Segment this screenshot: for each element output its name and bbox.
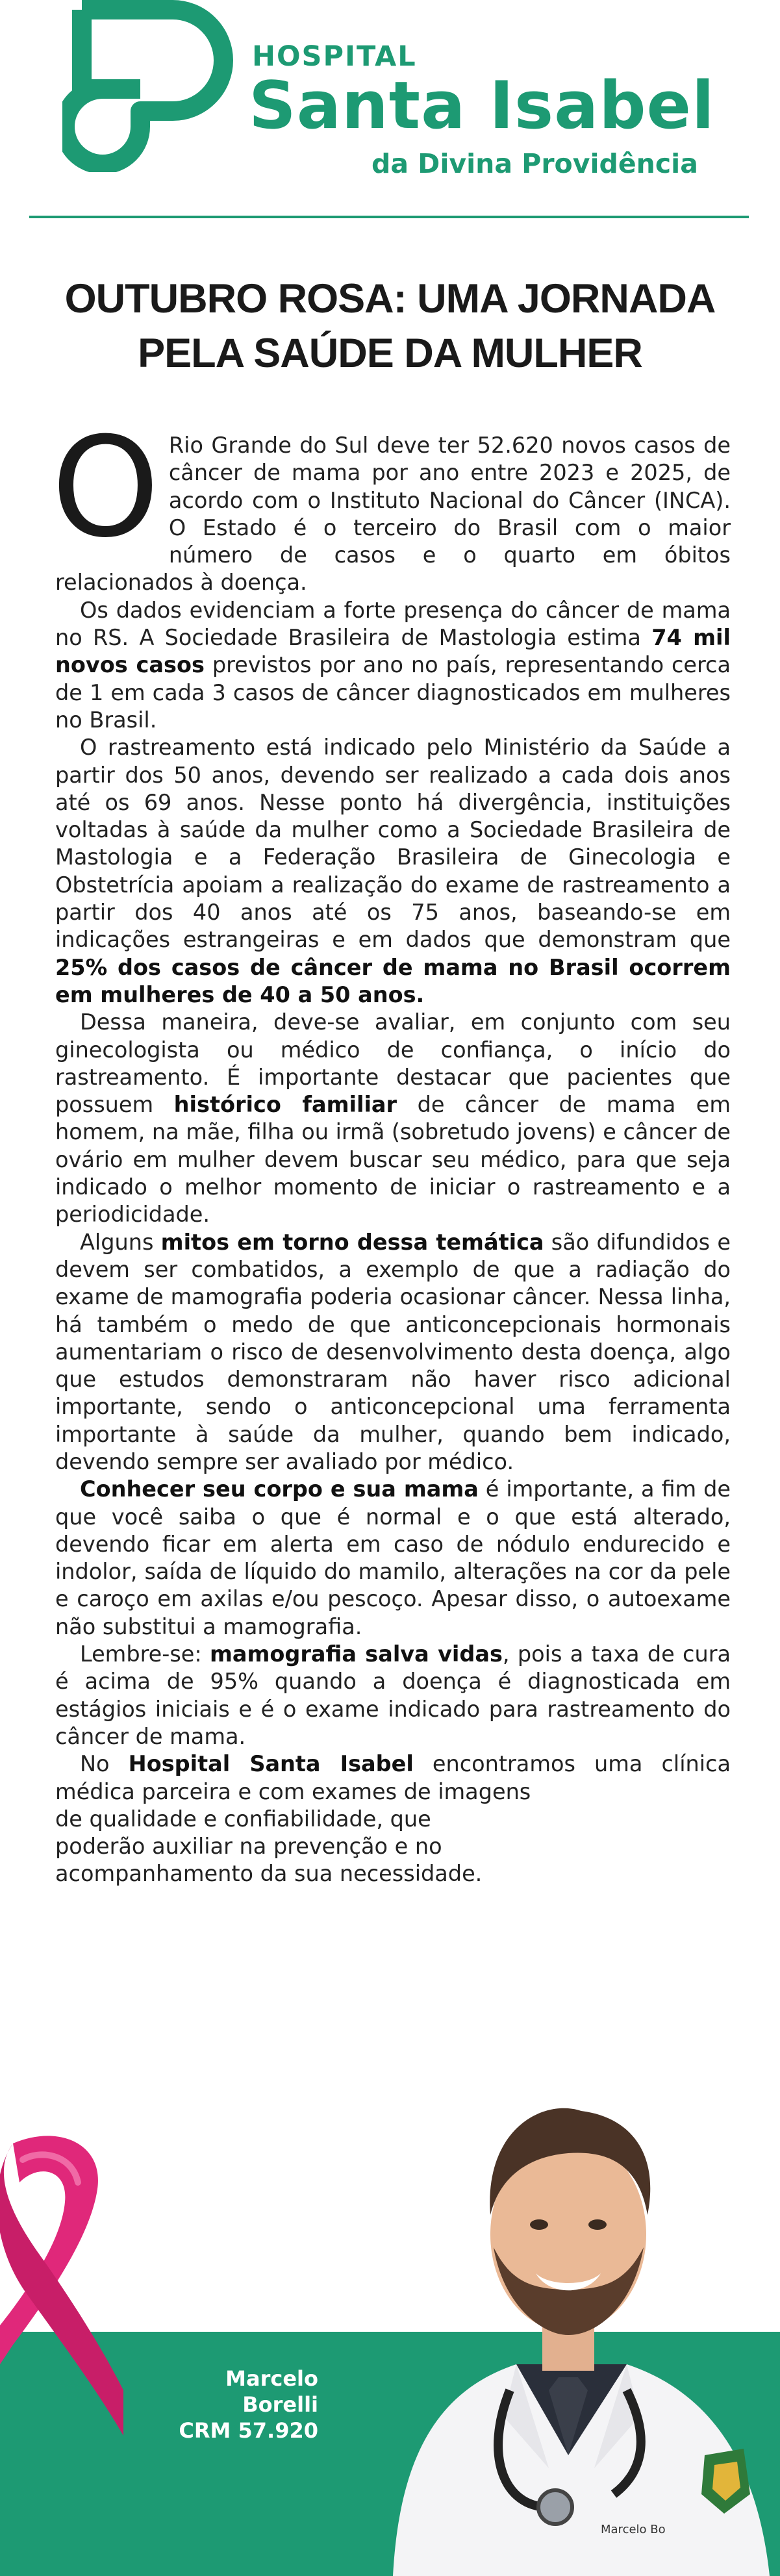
title-line-1: OUTUBRO ROSA: UMA JORNADA xyxy=(64,276,716,322)
paragraph-1 xyxy=(51,407,731,597)
paragraph-7 xyxy=(55,1641,731,1750)
hospital-logo-icon xyxy=(62,0,238,172)
p2-a: Os dados evidenciam a forte presença do câncer de mama no RS. A Sociedade Brasileira de Mastologia estima xyxy=(55,597,731,651)
brand-hospital-label: HOSPITAL xyxy=(252,40,417,73)
p2-highlight: 74 mil novos casos xyxy=(55,625,731,678)
header-divider xyxy=(29,216,749,218)
article-body xyxy=(51,407,731,1888)
p5-highlight: mitos em torno dessa temática xyxy=(160,1229,544,1255)
paragraph-2 xyxy=(55,597,731,734)
article-title xyxy=(0,271,780,381)
paragraph-8-continued: de qualidade e confiabilidade, que poderão auxiliar na prevenção e no acompanhamento da sua necessidade. xyxy=(55,1806,483,1887)
p8-a: No xyxy=(80,1751,129,1777)
p6-highlight: Conhecer seu corpo e sua mama xyxy=(80,1476,479,1502)
paragraph-4 xyxy=(55,1009,731,1228)
p4-c: de câncer de mama em homem, na mãe, filha ou irmã (sobretudo jovens) e câncer de ovário em mulher devem buscar seu médico, para que seja indicado o melhor momento de iniciar o rastreamento e a periodicidade. xyxy=(55,1092,731,1228)
p6-b: é importante, a fim de que você saiba o que é normal e o que está alterado, devendo ficar em alerta em caso de nódulo endurecido e indolor, saída de líquido do mamilo, alterações na cor da pele e caroço em axilas e/ou pescoço. Apesar disso, o autoexame não substitui a mamografia. xyxy=(55,1476,731,1639)
doctor-first-name: Marcelo xyxy=(225,2366,318,2391)
doctor-last-name: Borelli xyxy=(242,2392,318,2417)
p3-highlight: 25% dos casos de câncer de mama no Brasil ocorrem em mulheres de 40 a 50 anos. xyxy=(55,954,731,1007)
paragraph-3 xyxy=(55,734,731,1009)
title-line-2: PELA SAÚDE DA MULHER xyxy=(138,331,642,376)
drop-cap: O xyxy=(51,407,160,568)
p8-c: encontramos uma clínica médica parceira e com exames de imagens xyxy=(55,1751,731,1804)
doctor-crm: CRM 57.920 xyxy=(179,2418,318,2443)
paragraph-6 xyxy=(55,1476,731,1641)
paragraph-8 xyxy=(55,1750,731,1806)
doctor-caption xyxy=(169,2366,318,2443)
p4-a: Dessa maneira, deve-se avaliar, em conjunto com seu ginecologista ou médico de confiança, o início do rastreamento. É importante destacar que pacientes que possuem xyxy=(55,1009,731,1118)
p8-highlight: Hospital Santa Isabel xyxy=(128,1751,414,1777)
p3-a: O rastreamento está indicado pelo Ministério da Saúde a partir dos 50 anos, devendo ser realizado a cada dois anos até os 69 anos. Nesse ponto há divergência, instituições voltadas à saúde da mulher como a Sociedade Brasileira de Mastologia e a Federação Brasileira de Ginecologia e Obstetrícia apoiam a realização do exame de rastreamento a partir dos 40 anos até os 75 anos, baseando-se em indicações estrangeiras e em dados que demonstram que xyxy=(55,735,731,953)
p7-a: Lembre-se: xyxy=(80,1641,210,1667)
p5-c: são difundidos e devem ser combatidos, a exemplo de que a radiação do exame de mamografia poderia ocasionar câncer. Nessa linha, há também o medo de que anticoncepcionais hormonais aumentariam o risco de desenvolvimento desta doença, algo que estudos demonstraram não haver risco adicional importante, sendo o anticoncepcional uma ferramenta importante à saúde da mulher, quando bem indicado, devendo sempre ser avaliado por médico. xyxy=(55,1229,731,1474)
doctor-photo xyxy=(354,2001,780,2576)
brand-name: Santa Isabel xyxy=(249,67,715,144)
coat-embroidery: Marcelo Bo xyxy=(601,2523,666,2536)
brand-subtitle: da Divina Providência xyxy=(371,148,698,179)
paragraph-5 xyxy=(55,1229,731,1476)
p4-highlight: histórico familiar xyxy=(173,1092,397,1118)
pink-ribbon-icon xyxy=(0,2130,123,2455)
p2-c: previstos por ano no país, representando cerca de 1 em cada 3 casos de câncer diagnosticados em mulheres no Brasil. xyxy=(55,652,731,733)
p1-text: Rio Grande do Sul deve ter 52.620 novos casos de câncer de mama por ano entre 2023 e 2025, de acordo com o Instituto Nacional do Câncer (INCA). O Estado é o terceiro do Brasil com o maior número de casos e o quarto em óbitos relacionados à doença. xyxy=(55,433,731,596)
p7-highlight: mamografia salva vidas xyxy=(209,1641,503,1667)
p7-c: , pois a taxa de cura é acima de 95% quando a doença é diagnosticada em estágios iniciais e é o exame indicado para rastreamento do câncer de mama. xyxy=(55,1641,731,1749)
p5-a: Alguns xyxy=(80,1229,161,1255)
